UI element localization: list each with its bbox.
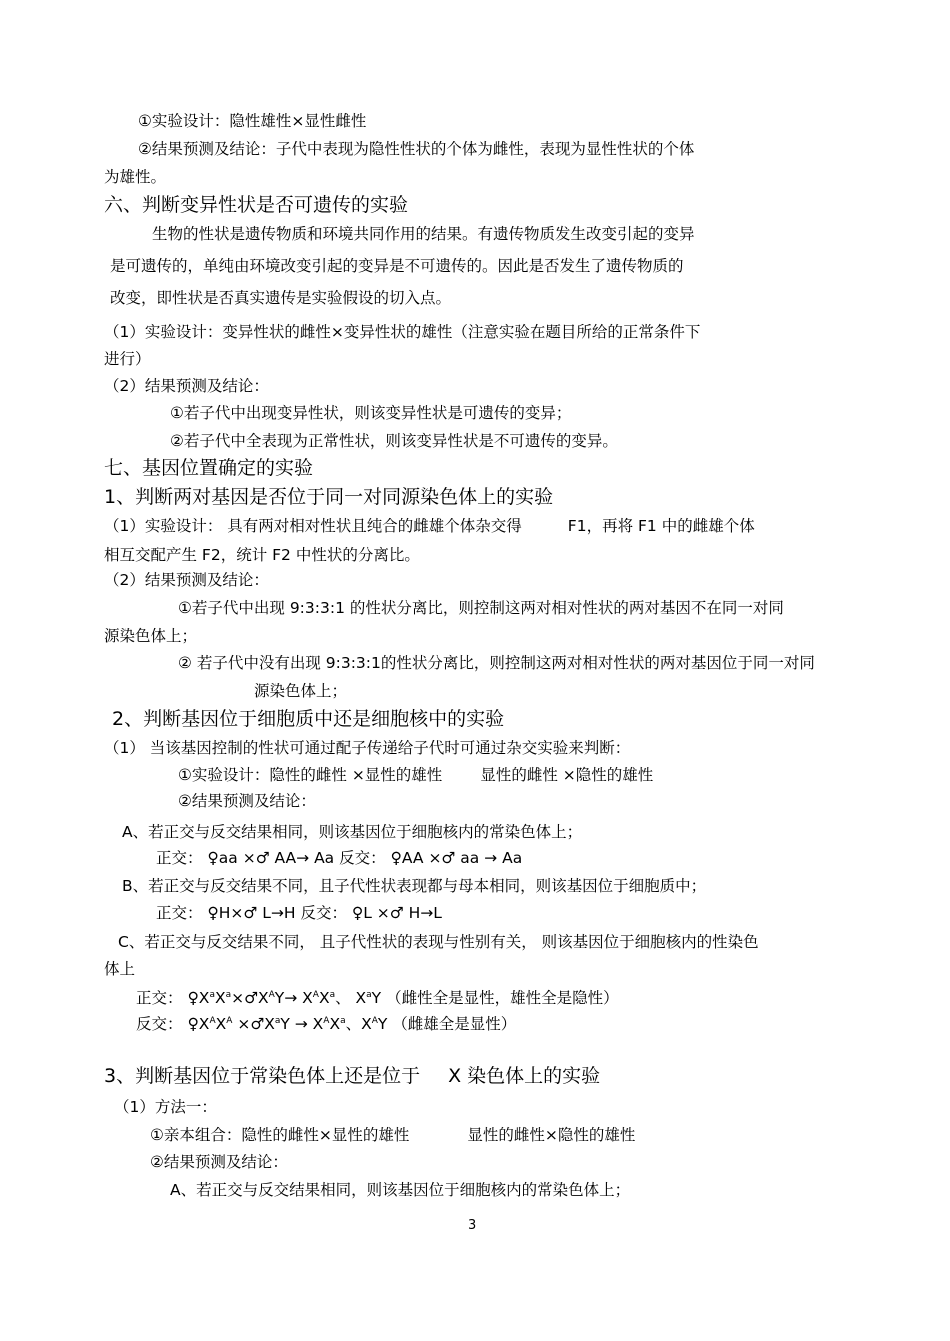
heading-text: X 染色体上的实验: [448, 1065, 601, 1087]
result-item: ②若子代中全表现为正常性状，则该变异性状是不可遗传的变异。: [170, 432, 618, 450]
result-item: ①若子代中出现 9:3:3:1 的性状分离比，则控制这两对相对性状的两对基因不在同一对同: [178, 599, 784, 617]
design-line: ①实验设计：隐性雄性×显性雌性: [138, 112, 367, 130]
subsection-heading-2: 2、判断基因位于细胞质中还是细胞核中的实验: [112, 708, 505, 730]
result-item: ② 若子代中没有出现 9:3:3:1的性状分离比，则控制这两对相对性状的两对基因位于同一对同: [178, 654, 815, 672]
design-line-cont: 相互交配产生 F2，统计 F2 中性状的分离比。: [104, 546, 420, 564]
result-line: ②结果预测及结论：子代中表现为隐性性状的个体为雌性，表现为显性性状的个体: [138, 140, 695, 158]
result-heading: （2）结果预测及结论：: [104, 571, 269, 589]
design-line: [104, 516, 755, 536]
design-text: F1，再将 F1 中的雌雄个体: [567, 517, 755, 535]
case-b: B、若正交与反交结果不同，且子代性状表现都与母本相同，则该基因位于细胞质中；: [122, 877, 707, 895]
page-number: 3: [468, 1218, 477, 1233]
subsection-heading-3: [104, 1064, 600, 1088]
heading-text: 3、判断基因位于常染色体上还是位于: [104, 1065, 421, 1087]
combination-text: ①亲本组合：隐性的雌性×显性的雄性: [150, 1126, 410, 1144]
combination-text: 显性的雌性×隐性的雄性: [467, 1126, 636, 1144]
design-text: （1）实验设计： 具有两对相对性状且纯合的雌雄个体杂交得: [104, 517, 522, 535]
method-line: （1） 当该基因控制的性状可通过配子传递给子代时可通过杂交实验来判断：: [104, 739, 631, 757]
parent-combination: [150, 1125, 635, 1145]
case-a: A、若正交与反交结果相同，则该基因位于细胞核内的常染色体上；: [122, 823, 583, 841]
paragraph-line: 改变，即性状是否真实遗传是实验假设的切入点。: [110, 289, 452, 307]
result-heading: ②结果预测及结论：: [150, 1153, 288, 1171]
result-item-cont: 源染色体上；: [104, 627, 198, 645]
paragraph-line: 生物的性状是遗传物质和环境共同作用的结果。有遗传物质发生改变引起的变异: [152, 225, 695, 243]
design-text: ①实验设计：隐性的雌性 ×显性的雄性: [178, 766, 443, 784]
case-c-reverse-cross: 反交： $♀X^AX^A$ $\times♂X^aY \to X^AX^a$、$X^AY$ （雌雄全是显性）: [136, 1015, 517, 1033]
case-c-forward-cross: 正交： $♀X^aX^a\times♂X^AY\to X^AX^a$、 $X^aY$ （雌性全是显性，雄性全是隐性）: [136, 989, 619, 1007]
case-c-cont: 体上: [104, 960, 136, 978]
case-c: C、若正交与反交结果不同， 且子代性状的表现与性别有关， 则该基因位于细胞核内的性染色: [118, 933, 759, 951]
design-line: [178, 765, 653, 785]
paragraph-line: 是可遗传的，单纯由环境改变引起的变异是不可遗传的。因此是否发生了遗传物质的: [110, 257, 684, 275]
design-line: （1）实验设计：变异性状的雌性×变异性状的雄性（注意实验在题目所给的正常条件下: [104, 323, 701, 341]
design-line-cont: 进行）: [104, 350, 151, 368]
result-item: ①若子代中出现变异性状，则该变异性状是可遗传的变异；: [170, 404, 572, 422]
case-a: A、若正交与反交结果相同，则该基因位于细胞核内的常染色体上；: [170, 1181, 631, 1199]
case-a-cross: 正交： ♀aa ×♂ AA→ Aa 反交： ♀AA ×♂ aa → Aa: [156, 849, 523, 867]
result-line-cont: 为雄性。: [104, 168, 167, 186]
section-heading-7: 七、基因位置确定的实验: [104, 457, 314, 479]
section-heading-6: 六、判断变异性状是否可遗传的实验: [104, 194, 409, 216]
result-heading: ②结果预测及结论：: [178, 792, 316, 810]
design-text: 显性的雌性 ×隐性的雄性: [480, 766, 654, 784]
subsection-heading-1: 1、判断两对基因是否位于同一对同源染色体上的实验: [104, 486, 554, 508]
method-line: （1）方法一：: [114, 1098, 217, 1116]
case-b-cross: 正交： ♀H×♂ L→H 反交： ♀L ×♂ H→L: [156, 904, 442, 922]
result-heading: （2）结果预测及结论：: [104, 377, 269, 395]
result-item-cont: 源染色体上；: [254, 682, 348, 700]
